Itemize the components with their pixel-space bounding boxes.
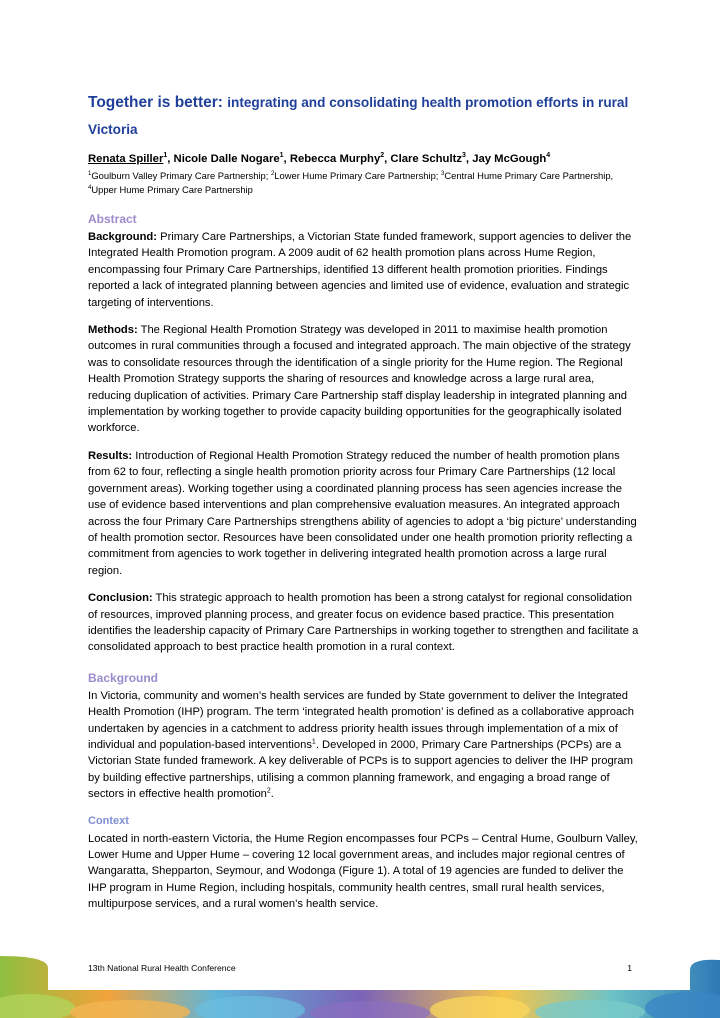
paragraph-text: The Regional Health Promotion Strategy was developed in 2011 to maximise health promotion outcomes in rural communities through a focused and integrated approach. The main objective of the strategy was to consolidate resources through the identification of a single priority for the Hume region. The Regional Health Promotion Strategy supports the sharing of resources and knowledge across a large rural area, reducing duplication of activities. Primary Care Partnership staff display leadership in integrated planning and implementation by working together to provide capacity building opportunities for the geographically isolated workforce. xyxy=(88,324,631,435)
author-name: Nicole Dalle Nogare xyxy=(173,153,280,165)
abstract-methods xyxy=(88,322,640,437)
author-separator: , xyxy=(384,153,391,165)
author-affil-mark: 1 xyxy=(163,152,168,160)
paragraph-text: . Developed in 2000, Primary Care Partnerships (PCPs) are a Victorian State funded framework. A key deliverable of PCPs is to support agencies to deliver the IHP program by building effective partnerships, utilising a common planning framework, and engaging a broad range of sectors in effective health promotion xyxy=(88,738,633,801)
affil-mark: 4 xyxy=(88,184,92,191)
decorative-footer-band xyxy=(0,950,720,1018)
context-paragraph: Located in north-eastern Victoria, the Hume Region encompasses four PCPs – Central Hume, Goulburn Valley, Lower Hume and Upper Hume – covering 12 local government areas, and includes major regional centres of Wangaratta, Shepparton, Seymour, and Wodonga (Figure 1). A total of 19 agencies are funded to deliver the IHP program in Hume Region, including hospitals, community health centres, small rural health services, multipurpose services, and a rural women’s health service. xyxy=(88,832,638,911)
page-footer xyxy=(88,963,632,973)
affil-text: Lower Hume Primary Care Partnership; xyxy=(274,170,442,181)
affil-text: Central Hume Primary Care Partnership, xyxy=(444,170,614,181)
affiliations xyxy=(88,169,640,197)
context-heading: Context xyxy=(88,814,129,827)
author-affil-mark: 2 xyxy=(380,152,385,160)
paragraph-text: This strategic approach to health promotion has been a strong catalyst for regional consolidation of resources, improved planning process, and greater focus on evidence based practice. This presentation identifies the leadership capacity of Primary Care Partnerships in working together to strengthen and facilitate a consolidated approach to best practice health promotion in a rural context. xyxy=(88,592,639,654)
author-affil-mark: 1 xyxy=(279,152,284,160)
abstract-conclusion xyxy=(88,590,640,656)
author-list xyxy=(88,152,640,167)
citation-mark: 2 xyxy=(266,787,271,795)
author-affil-mark: 4 xyxy=(546,152,551,160)
title-lead: Together is better: xyxy=(88,94,228,111)
author-affil-mark: 3 xyxy=(462,152,466,160)
paragraph-text: In Victoria, community and women’s health services are funded by State government to deliver the Integrated Health Promotion (IHP) program. The term ‘integrated health promotion’ is defined as a collaborative approach undertaken by agencies in a catchment to address priority health issues through implementation of a mix of individual and population-based interventions xyxy=(88,689,634,751)
background-paragraph xyxy=(88,688,640,803)
label: Conclusion: xyxy=(88,592,153,605)
paragraph-text: Introduction of Regional Health Promotion Strategy reduced the number of health promotion plans from 62 to four, reflecting a single health promotion priority across four Primary Care Partnerships (12 local government areas). Working together using a coordinated planning process has seen agencies increase the use of evidence based interventions and plan comprehensive evaluation measures. An integrated approach across the four Primary Care Partnerships strengthens ability of agencies to adopt a ‘big picture’ understanding of health promotion sector. Resources have been consolidated under one health promotion priority reflecting a commitment from agencies to work together in delivering integrated health promotion across a large rural region. xyxy=(88,449,637,577)
author-separator: , xyxy=(465,153,473,165)
label: Methods: xyxy=(88,324,138,337)
abstract-results xyxy=(88,448,640,579)
citation-mark: 1 xyxy=(311,738,316,746)
affil-mark: 2 xyxy=(270,170,275,177)
footer-conference: 13th National Rural Health Conference xyxy=(88,963,236,973)
author-separator: , xyxy=(283,153,290,165)
affil-text: Goulburn Valley Primary Care Partnership; xyxy=(91,170,271,181)
abstract-background xyxy=(88,229,640,311)
author-separator: , xyxy=(167,153,174,165)
affil-text: Upper Hume Primary Care Partnership xyxy=(91,184,253,195)
label: Background: xyxy=(88,231,157,243)
paragraph-text: . xyxy=(270,788,274,801)
article-body xyxy=(88,86,640,924)
author-name: Rebecca Murphy xyxy=(289,153,381,165)
author-name: Jay McGough xyxy=(472,153,547,165)
paragraph-text: Primary Care Partnerships, a Victorian State funded framework, support agencies to deliver the Integrated Health Promotion program. A 2009 audit of 62 health promotion plans across Hume Region, encompassing four Primary Care Partnerships, identified 13 different health promotion priorities. Findings reported a lack of integrated planning between agencies and limited use of evidence, evaluation and strategic targeting of interventions. xyxy=(88,231,632,309)
background-heading: Background xyxy=(88,670,159,685)
author-name: Clare Schultz xyxy=(390,153,462,165)
label: Results: xyxy=(88,449,133,462)
page-number: 1 xyxy=(627,963,632,973)
title-rest: integrating and consolidating health promotion efforts in rural Victoria xyxy=(88,95,629,137)
affil-mark: 3 xyxy=(441,170,445,177)
article-title xyxy=(88,86,640,140)
affil-mark: 1 xyxy=(88,170,92,177)
author-name: Renata Spiller xyxy=(88,153,164,165)
abstract-heading: Abstract xyxy=(88,212,137,226)
